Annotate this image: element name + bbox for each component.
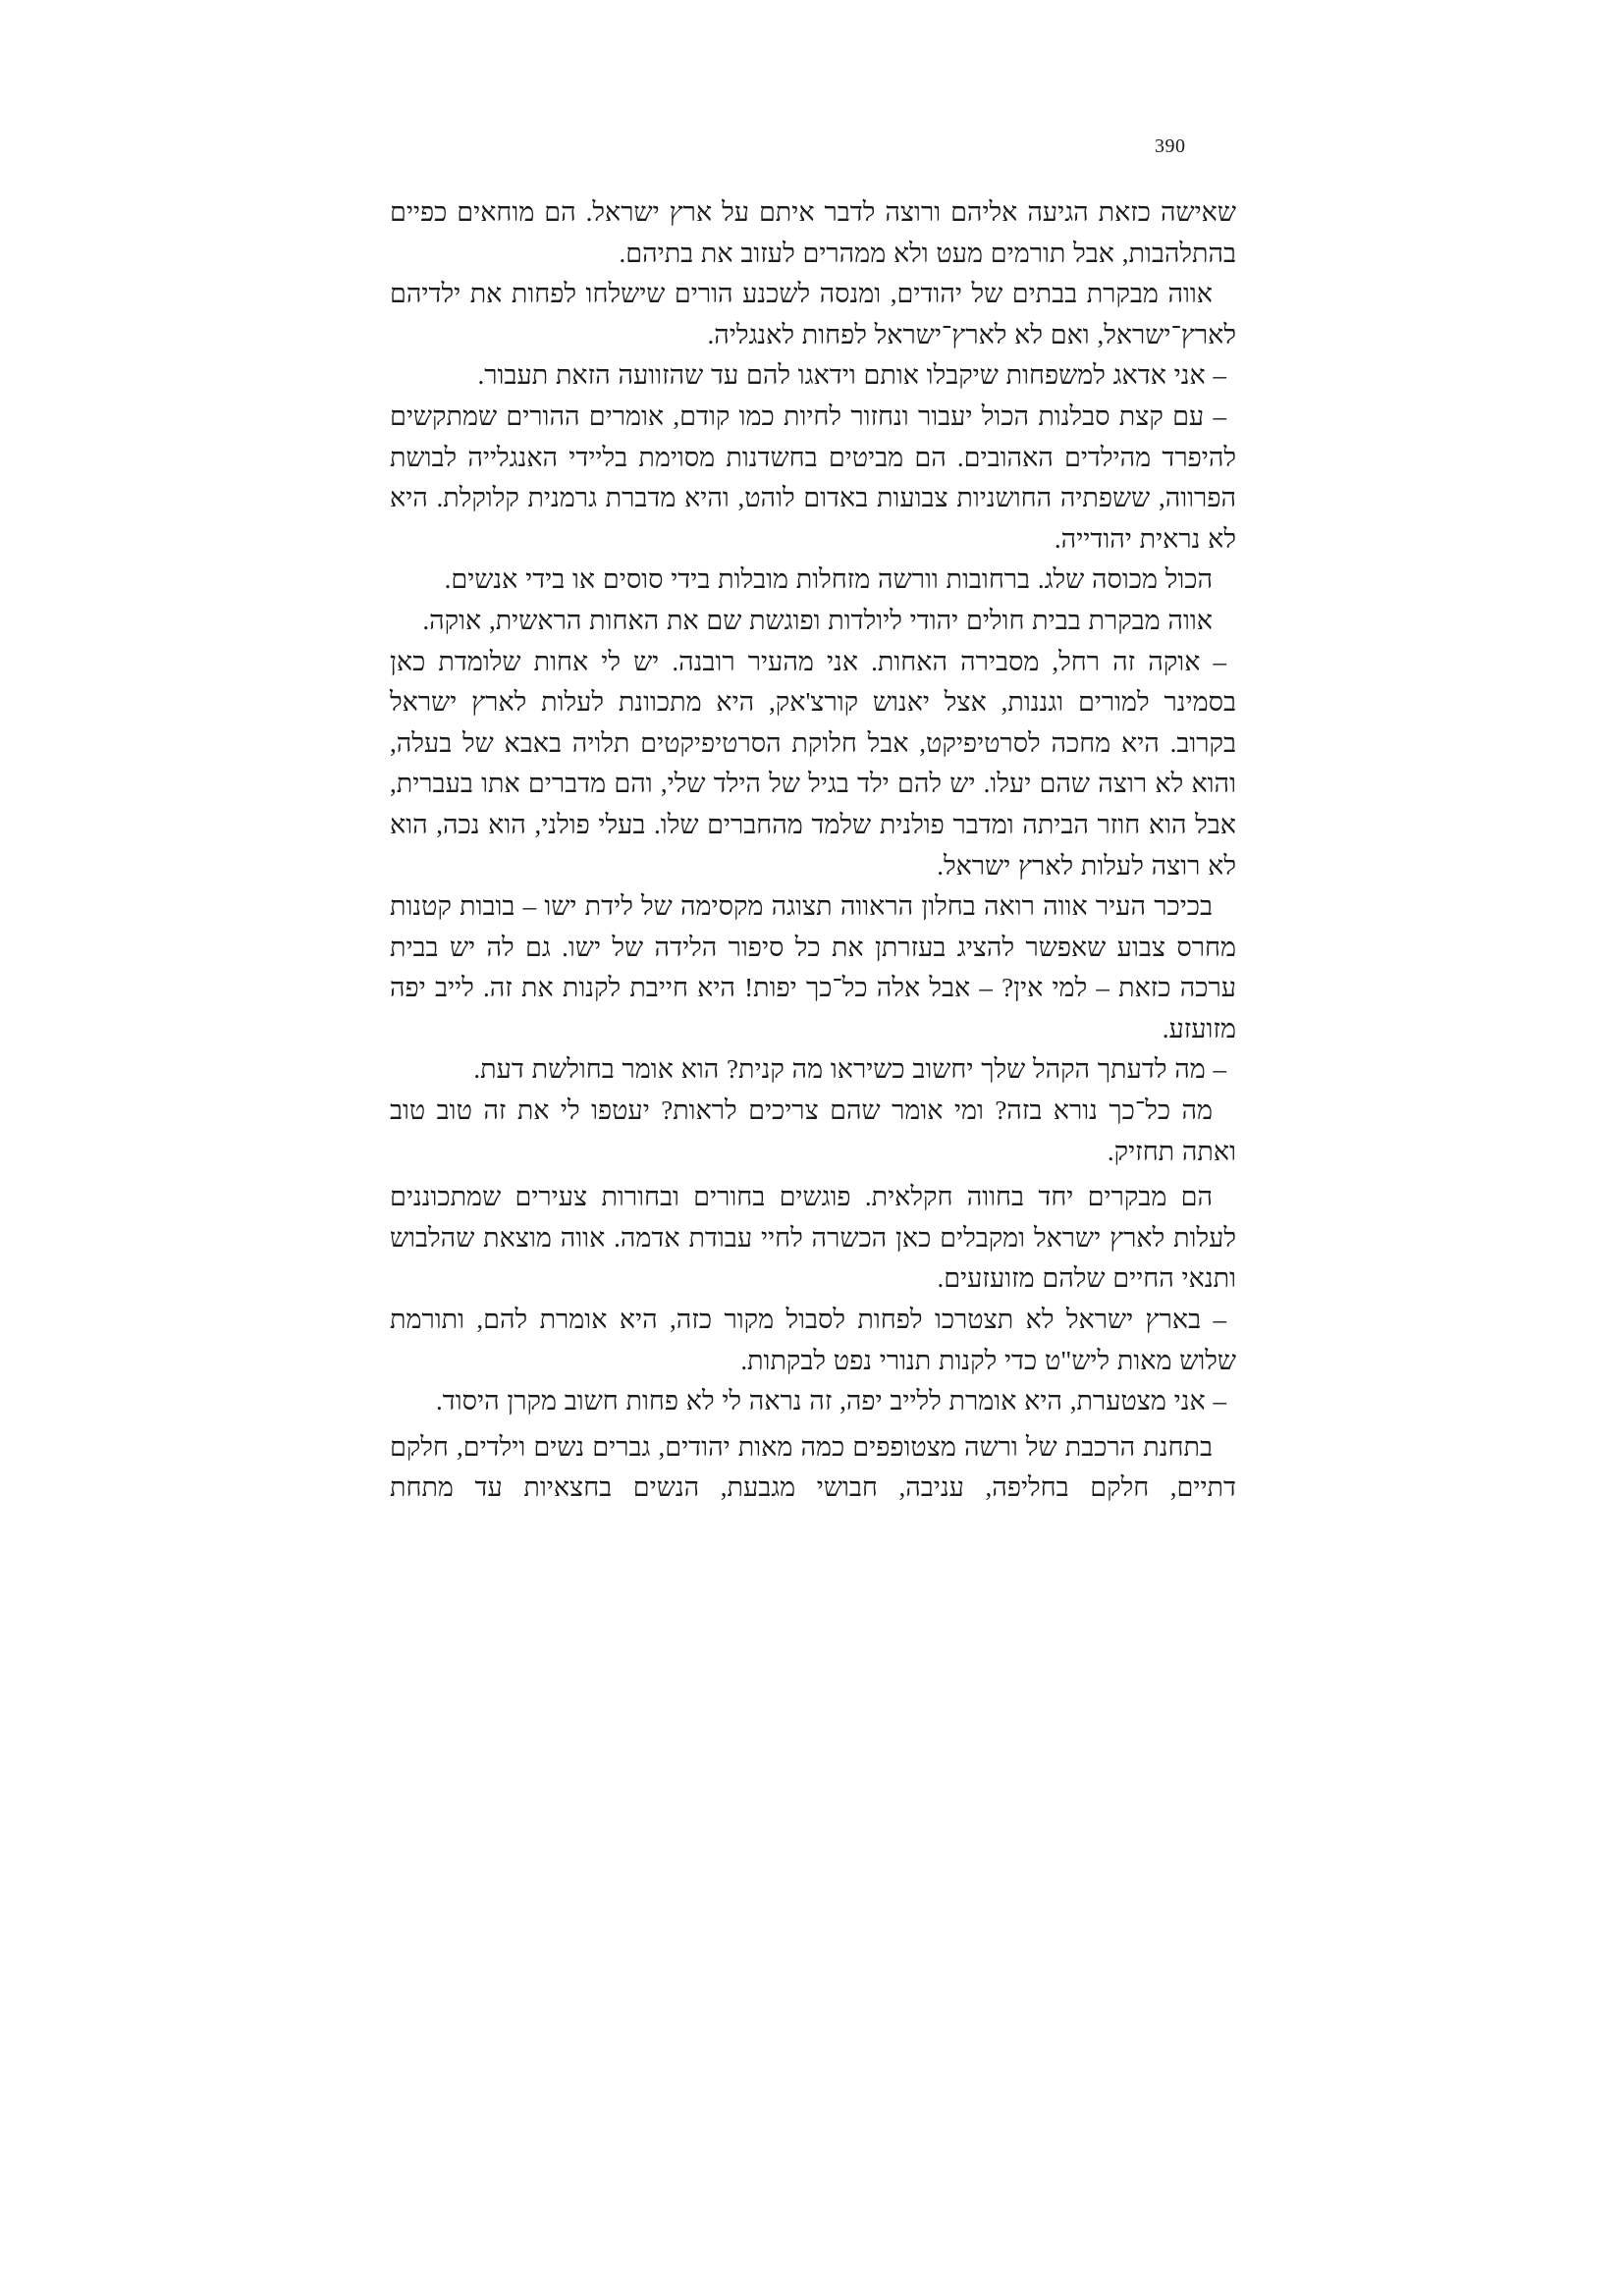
paragraph: הם מבקרים יחד בחווה חקלאית. פוגשים בחורים ובחורות צעירים שמתכוננים לעלות לארץ ישראל ומקבלים כאן הכשרה לחיי עבודת אדמה. אווה מוצאת שהלבוש ותנאי החיים שלהם מזועזעים.	[390, 1182, 1236, 1294]
dialogue-paragraph: – אוקה זה רחל, מסבירה האחות. אני מהעיר רובנה. יש לי אחות שלומדת כאן בסמינר למורים וגננות, אצל יאנוש קורצ'אק, היא מתכוונת לעלות לארץ ישראל בקרוב. היא מחכה לסרטיפיקט, אבל חלוקת הסרטיפיקטים תלויה באבא של בעלה, והוא לא רוצה שהם יעלו. יש להם ילד בגיל של הילד שלי, והם מדברים אתו בעברית, אבל הוא חוזר הביתה ומדבר פולנית שלמד מהחברים שלו. בעלי פולני, הוא נכה, הוא לא רוצה לעלות לארץ ישראל.	[390, 646, 1236, 881]
dialogue-paragraph: – אני אדאג למשפחות שיקבלו אותם וידאגו להם עד שהזוועה הזאת תעבור.	[477, 360, 1226, 391]
dialogue-paragraph: – אני מצטערת, היא אומרת ללייב יפה, זה נראה לי לא פחות חשוב מקרן היסוד.	[436, 1386, 1226, 1416]
paragraph: בתחנת הרכבת של ורשה מצטופפים כמה מאות יהודים, גברים נשים וילדים, חלקם דתיים, חלקם בחליפה, עניבה, חבושי מגבעת, הנשים בחצאיות עד מתחת	[390, 1431, 1236, 1503]
paragraph: אווה מבקרת בבית חולים יהודי ליולדות ופוגשת שם את האחות הראשית, אוקה.	[422, 605, 1213, 635]
paragraph: בכיכר העיר אווה רואה בחלון הראווה תצוגה מקסימה של לידת ישו – בובות קטנות מחרס צבוע שאפשר להציג בעזרתן את כל סיפור הלידה של ישו. גם לה יש בבית ערכה כזאת – למי אין? – אבל אלה כל־כך יפות! היא חייבת לקנות את זה. לייב יפה מזועזע.	[390, 891, 1236, 1043]
paragraph: אווה מבקרת בבתים של יהודים, ומנסה לשכנע הורים שישלחו לפחות את ילדיהם לארץ־ישראל, ואם לא לארץ־ישראל לפחות לאנגליה.	[390, 279, 1236, 349]
body-text	[390, 192, 1236, 1509]
paragraph: הכול מכוסה שלג. ברחובות וורשה מזחלות מובלות בידי סוסים או בידי אנשים.	[444, 564, 1213, 595]
paragraph: שאישה כזאת הגיעה אליהם ורוצה לדבר איתם על ארץ ישראל. הם מוחאים כפיים בהתלהבות, אבל תורמים מעט ולא ממהרים לעזוב את בתיהם.	[390, 197, 1236, 268]
dialogue-paragraph: – עם קצת סבלנות הכול יעבור ונחזור לחיות כמו קודם, אומרים ההורים שמתקשים להיפרד מהילדים האהובים. הם מביטים בחשדנות מסוימת בליידי האנגלייה לבושת הפרווה, ששפתיה החושניות צבועות באדום לוהט, והיא מדברת גרמנית קלוקלת. היא לא נראית יהודייה.	[390, 400, 1236, 554]
dialogue-paragraph: – מה לדעתך הקהל שלך יחשוב כשיראו מה קנית? הוא אומר בחולשת דעת.	[473, 1054, 1226, 1085]
paragraph: מה כל־כך נורא בזה? ומי אומר שהם צריכים לראות? יעטפו לי את זה טוב טוב ואתה תחזיק.	[390, 1095, 1236, 1166]
page-number: 390	[1155, 135, 1186, 157]
dialogue-paragraph: – בארץ ישראל לא תצטרכו לפחות לסבול מקור כזה, היא אומרת להם, ותורמת שלוש מאות ליש"ט כדי לקנות תנורי נפט לבקתות.	[390, 1305, 1236, 1375]
